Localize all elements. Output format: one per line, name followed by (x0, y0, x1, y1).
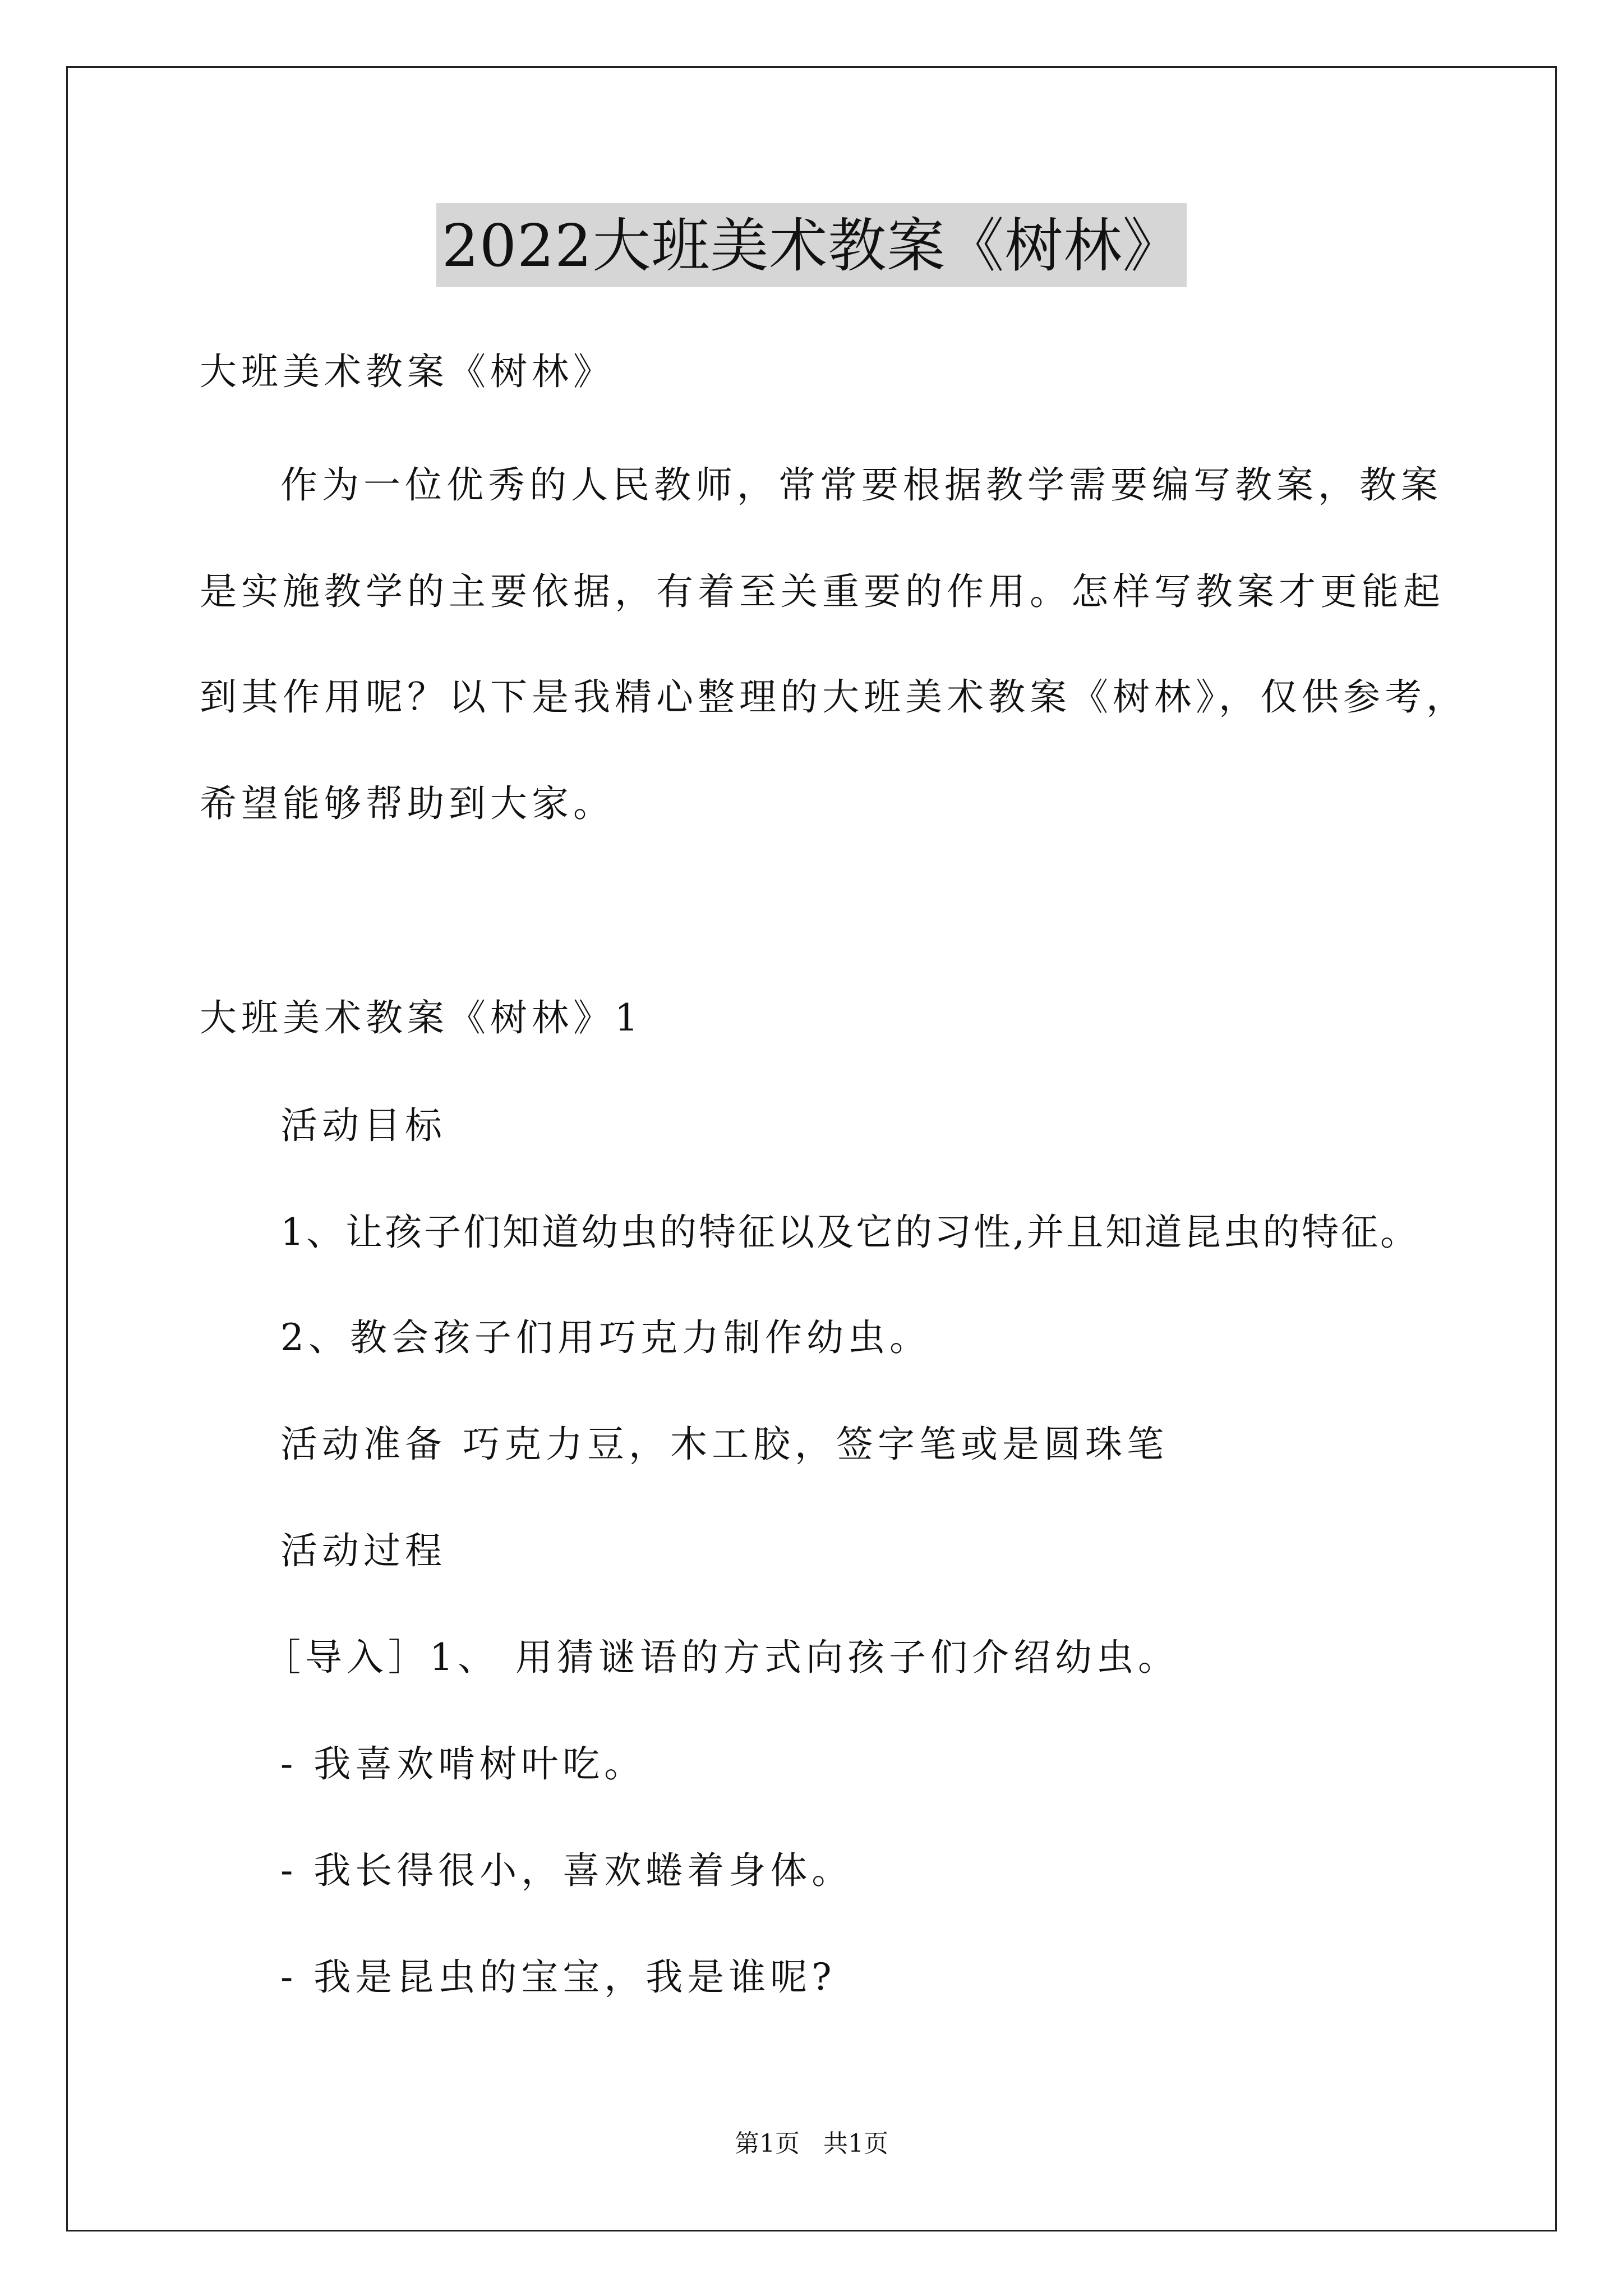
title-container (0, 203, 1623, 287)
intro-line-3: 到其作用呢？以下是我精心整理的大班美术教案《树林》，仅供参考， (200, 675, 1468, 719)
body-line-preparation: 活动准备 巧克力豆，木工胶，签字笔或是圆珠笔 (280, 1423, 1168, 1466)
page-footer (0, 2127, 1623, 2161)
section-heading: 大班美术教案《树林》1 (200, 996, 643, 1039)
body-line-riddle-3: - 我是昆虫的宝宝，我是谁呢? (280, 1955, 836, 1999)
page-number: 第1页 (735, 2129, 800, 2158)
document-subtitle: 大班美术教案《树林》 (200, 350, 615, 393)
page-total: 共1页 (823, 2129, 888, 2158)
intro-line-1: 作为一位优秀的人民教师，常常要根据教学需要编写教案，教案 (280, 463, 1442, 507)
body-line-process: 活动过程 (280, 1529, 446, 1572)
body-line-goal-2: 2、教会孩子们用巧克力制作幼虫。 (280, 1316, 931, 1359)
intro-line-4: 希望能够帮助到大家。 (200, 782, 615, 825)
body-line-riddle-2: - 我长得很小，喜欢蜷着身体。 (280, 1849, 854, 1892)
intro-line-2: 是实施教学的主要依据，有着至关重要的作用。怎样写教案才更能起 (200, 570, 1445, 613)
body-line-goal-1: 1、让孩子们知道幼虫的特征以及它的习性,并且知道昆虫的特征。 (280, 1211, 1419, 1254)
body-line-activity-goals: 活动目标 (280, 1104, 446, 1147)
body-line-intro-step: ［导入］1、 用猜谜语的方式向孩子们介绍幼虫。 (264, 1636, 1179, 1679)
body-line-riddle-1: - 我喜欢啃树叶吃。 (280, 1742, 646, 1786)
document-title: 2022大班美术教案《树林》 (436, 203, 1187, 287)
